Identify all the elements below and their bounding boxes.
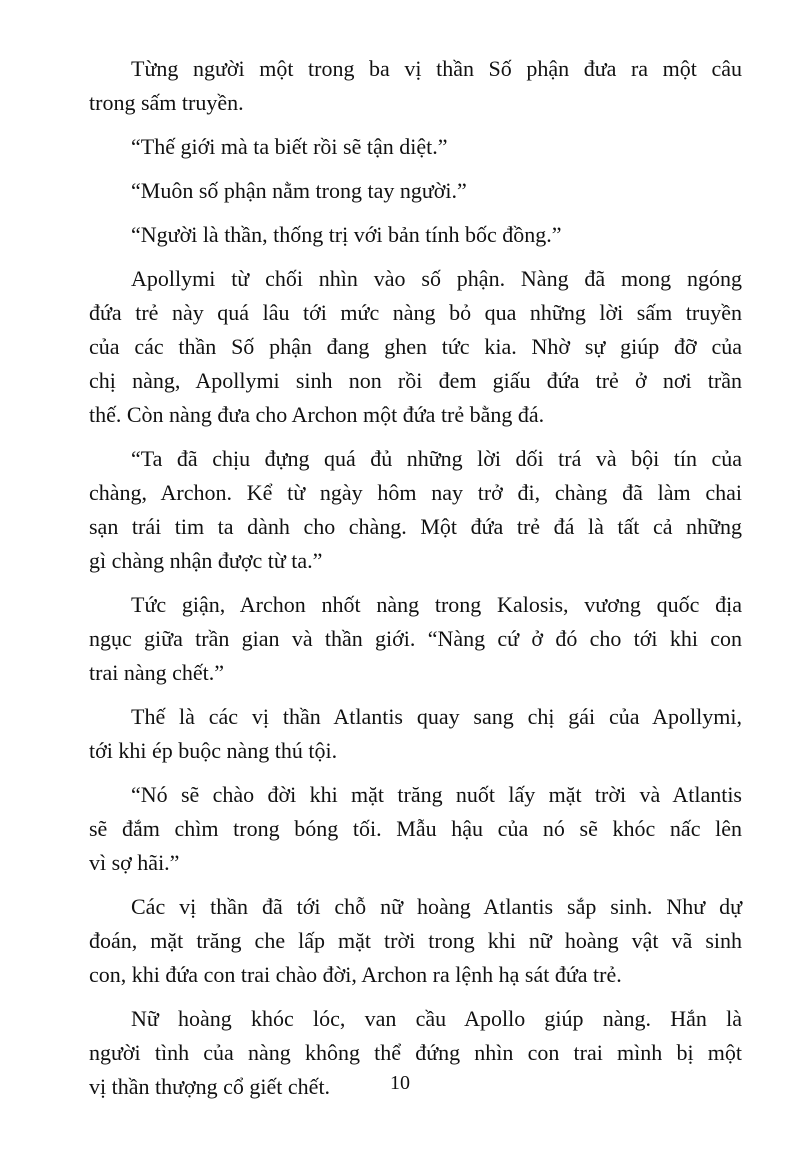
- text-line: Nữ hoàng khóc lóc, van cầu Apollo giúp nàng. Hắn là: [131, 1006, 742, 1031]
- text-line: con, khi đứa con trai chào đời, Archon ra lệnh hạ sát đứa trẻ.: [89, 962, 622, 987]
- text-line: Các vị thần đã tới chỗ nữ hoàng Atlantis sắp sinh. Như dự: [131, 894, 742, 919]
- text-line: “Người là thần, thống trị với bản tính bốc đồng.”: [131, 222, 562, 247]
- text-line: đứa trẻ này quá lâu tới mức nàng bỏ qua những lời sấm truyền: [89, 300, 742, 325]
- text-line: trai nàng chết.”: [89, 660, 224, 685]
- text-line: Thế là các vị thần Atlantis quay sang chị gái của Apollymi,: [131, 704, 742, 729]
- paragraph: [89, 130, 742, 164]
- text-line: gì chàng nhận được từ ta.”: [89, 548, 323, 573]
- text-line: tới khi ép buộc nàng thú tội.: [89, 738, 338, 763]
- text-line: Tức giận, Archon nhốt nàng trong Kalosis, vương quốc địa: [131, 592, 742, 617]
- text-line: “Muôn số phận nằm trong tay người.”: [131, 178, 467, 203]
- paragraph: [89, 588, 742, 690]
- paragraph: [89, 442, 742, 578]
- text-line: người tình của nàng không thể đứng nhìn con trai mình bị một: [89, 1040, 742, 1065]
- text-line: chị nàng, Apollymi sinh non rồi đem giấu đứa trẻ ở nơi trần: [89, 368, 742, 393]
- text-line: của các thần Số phận đang ghen tức kia. Nhờ sự giúp đỡ của: [89, 334, 742, 359]
- text-line: “Nó sẽ chào đời khi mặt trăng nuốt lấy mặt trời và Atlantis: [131, 782, 742, 807]
- text-line: sạn trái tim ta dành cho chàng. Một đứa trẻ đá là tất cả những: [89, 514, 742, 539]
- page-body: [89, 52, 742, 1104]
- paragraph: [89, 262, 742, 432]
- text-line: trong sấm truyền.: [89, 90, 244, 115]
- text-line: sẽ đắm chìm trong bóng tối. Mẫu hậu của nó sẽ khóc nấc lên: [89, 816, 742, 841]
- paragraph: [89, 778, 742, 880]
- text-line: thế. Còn nàng đưa cho Archon một đứa trẻ bằng đá.: [89, 402, 545, 427]
- paragraph: [89, 890, 742, 992]
- paragraph: [89, 700, 742, 768]
- text-line: “Thế giới mà ta biết rồi sẽ tận diệt.”: [131, 134, 448, 159]
- text-line: ngục giữa trần gian và thần giới. “Nàng cứ ở đó cho tới khi con: [89, 626, 742, 651]
- page-number: 10: [390, 1072, 410, 1094]
- text-line: chàng, Archon. Kể từ ngày hôm nay trở đi, chàng đã làm chai: [89, 480, 742, 505]
- text-line: vị thần thượng cổ giết chết.: [89, 1074, 331, 1099]
- text-line: vì sợ hãi.”: [89, 850, 180, 875]
- text-line: Từng người một trong ba vị thần Số phận đưa ra một câu: [131, 56, 742, 81]
- text-line: đoán, mặt trăng che lấp mặt trời trong khi nữ hoàng vật vã sinh: [89, 928, 742, 953]
- text-line: “Ta đã chịu đựng quá đủ những lời dối trá và bội tín của: [131, 446, 742, 471]
- paragraph: [89, 52, 742, 120]
- text-line: Apollymi từ chối nhìn vào số phận. Nàng đã mong ngóng: [131, 266, 742, 291]
- paragraph: [89, 174, 742, 208]
- paragraph: [89, 218, 742, 252]
